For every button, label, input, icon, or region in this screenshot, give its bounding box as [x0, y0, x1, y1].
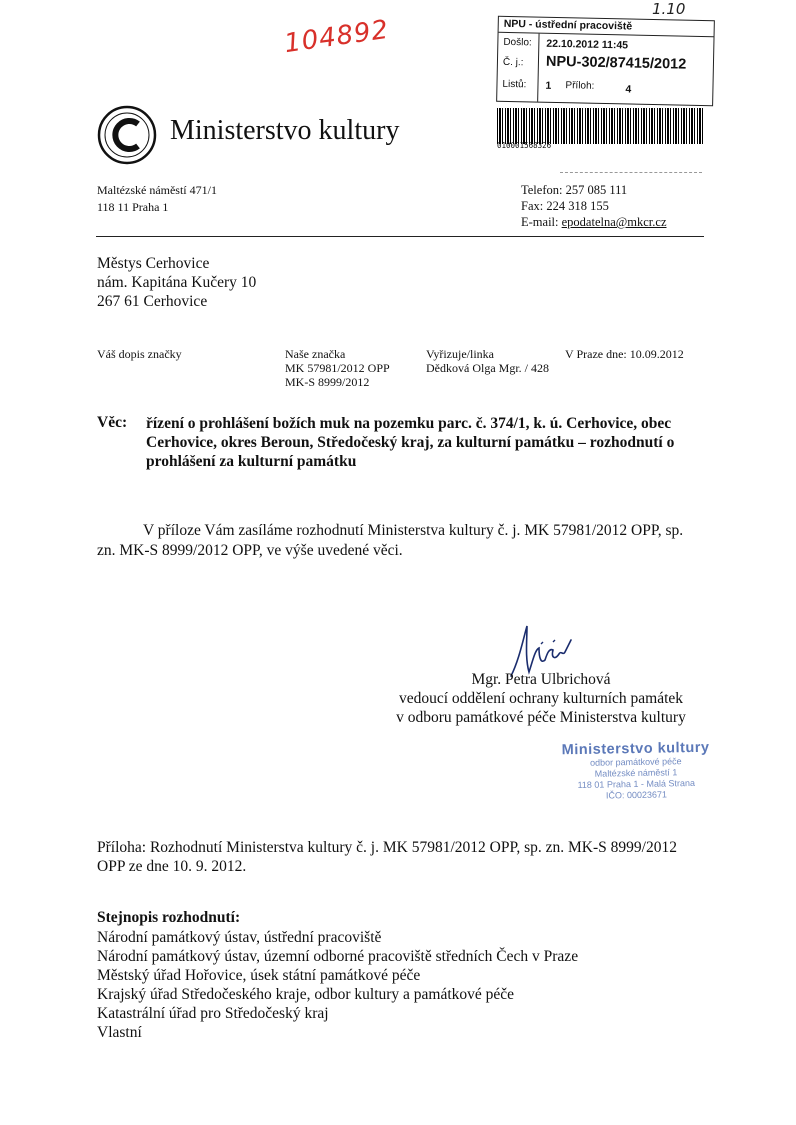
- signatory-title: vedoucí oddělení ochrany kulturních památek: [398, 690, 684, 707]
- our-reference: [285, 347, 390, 389]
- stamp-line: Maltézské náměstí 1: [594, 767, 678, 779]
- registry-stamp: [496, 16, 715, 107]
- handled-by: [426, 347, 549, 375]
- stamp-ministry: Ministerstvo kultury: [561, 739, 710, 759]
- recipient-line: nám. Kapitána Kučery 10: [97, 274, 257, 291]
- barcode-number: 010001568326: [497, 141, 552, 150]
- copies-item: Národní památkový ústav, ústřední pracoviště: [97, 929, 382, 946]
- handled-label: Vyřizuje/linka: [426, 347, 494, 361]
- ministry-contacts: [521, 182, 667, 230]
- dashed-divider: [560, 172, 702, 173]
- copies-item: Vlastní: [97, 1024, 142, 1041]
- recipient-line: 267 61 Cerhovice: [97, 293, 208, 310]
- signatory-name: Mgr. Petra Ulbrichová: [471, 671, 611, 688]
- signatory-title: v odboru památkové péče Ministerstva kultury: [396, 709, 686, 726]
- recipient-address: [97, 254, 256, 311]
- received-value: 22.10.2012 11:45: [546, 37, 629, 52]
- stamp-line: odbor památkové péče: [589, 756, 682, 768]
- subject-label: Věc:: [97, 414, 128, 431]
- ministry-name: Ministerstvo kultury: [170, 115, 400, 146]
- copies-item: Národní památkový ústav, územní odborné pracoviště středních Čech v Praze: [97, 948, 579, 965]
- header-divider: [96, 236, 704, 237]
- copies-item: Krajský úřad Středočeského kraje, odbor kultury a památkové péče: [97, 986, 515, 1003]
- handwritten-page-marker: 1.10: [652, 0, 686, 18]
- ministry-logo-icon: [96, 104, 158, 171]
- ministry-address: [97, 182, 217, 216]
- received-label: Došlo:: [503, 36, 532, 49]
- email-row: [521, 214, 667, 230]
- registry-stamp-column-divider: [537, 34, 539, 102]
- sheets-value: 1: [545, 79, 552, 92]
- recipient-line: Městys Cerhovice: [97, 255, 210, 272]
- email-link[interactable]: epodatelna@mkcr.cz: [561, 215, 667, 229]
- signatory-block: [380, 670, 702, 727]
- address-line: 118 11 Praha 1: [97, 200, 169, 214]
- email-label: E-mail:: [521, 215, 562, 229]
- body-text: V příloze Vám zasíláme rozhodnutí Ministerstva kultury č. j. MK 57981/2012 OPP, sp. zn. MK-S 8999/2012 OPP, ve výše uvedené věci.: [97, 522, 684, 559]
- subject-text: řízení o prohlášení božích muk na pozemku parc. č. 374/1, k. ú. Cerhovice, obec Cerhovice, okres Beroun, Středočeský kraj, za kulturní památku – rozhodnutí o prohlášení za kulturní památku: [146, 415, 675, 470]
- copies-title: Stejnopis rozhodnutí:: [97, 909, 241, 926]
- your-letter-label: Váš dopis značky: [97, 347, 182, 361]
- address-line: Maltézské náměstí 471/1: [97, 183, 217, 197]
- copies-item: Městský úřad Hořovice, úsek státní památkové péče: [97, 967, 421, 984]
- copies-list: [97, 928, 578, 1042]
- letter-date: V Praze dne: 10.09.2012: [565, 347, 684, 361]
- our-ref-line: MK 57981/2012 OPP: [285, 361, 390, 375]
- attachments-value: 4: [625, 83, 632, 96]
- body-paragraph: [97, 521, 702, 561]
- stamp-line: 118 01 Praha 1 - Malá Strana: [577, 777, 696, 791]
- our-ref-label: Naše značka: [285, 347, 346, 361]
- phone: Telefon: 257 085 111: [521, 183, 628, 197]
- ref-label: Č. j.:: [502, 56, 524, 69]
- our-ref-line: MK-S 8999/2012: [285, 375, 370, 389]
- department-stamp: [544, 739, 727, 802]
- barcode: [497, 108, 703, 144]
- copies-item: Katastrální úřad pro Středočeský kraj: [97, 1005, 329, 1022]
- attachments-label: Příloh:: [565, 80, 595, 92]
- fax: Fax: 224 318 155: [521, 199, 609, 213]
- handwritten-registration-number: 104892: [282, 14, 391, 60]
- sheets-label: Listů:: [502, 78, 527, 91]
- handled-value: Dědková Olga Mgr. / 428: [426, 361, 549, 375]
- ref-value: NPU-302/87415/2012: [545, 53, 687, 73]
- stamp-line: IČO: 00023671: [605, 789, 668, 801]
- registry-stamp-header: NPU - ústřední pracoviště: [503, 17, 633, 33]
- registry-stamp-divider: [499, 32, 714, 38]
- attachment-note: Příloha: Rozhodnutí Ministerstva kultury č. j. MK 57981/2012 OPP, sp. zn. MK-S 8999/2012 OPP ze dne 10. 9. 2012.: [97, 839, 677, 875]
